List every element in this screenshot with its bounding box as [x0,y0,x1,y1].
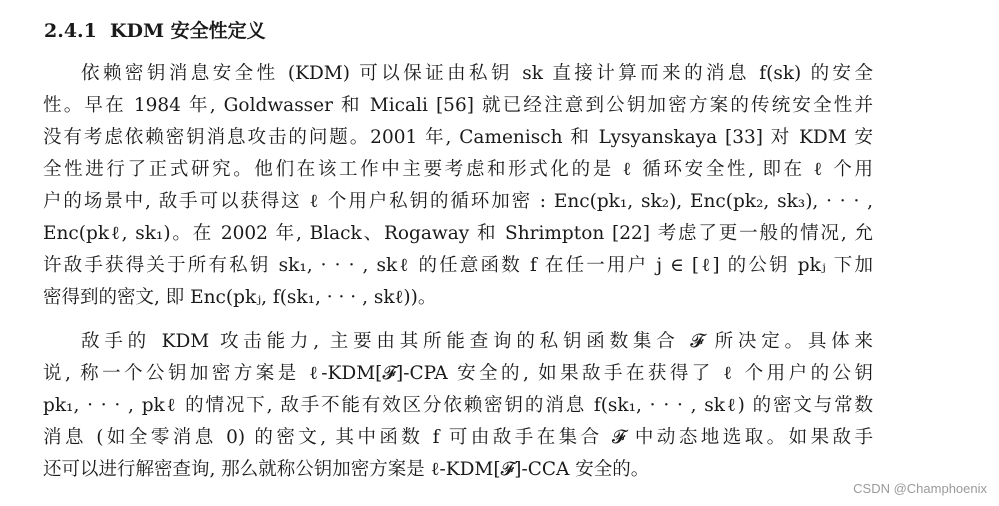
paragraph-1-line-7: 许敌手获得关于所有私钥 sk₁, · · · , skℓ 的任意函数 f 在任一用户 j ∈ [ℓ] 的公钥 pkⱼ 下加 [43,255,873,276]
paragraph-2-line-2: 说, 称一个公钥加密方案是 ℓ-KDM[𝓕]-CPA 安全的, 如果敌手在获得了 ℓ 个用户的公钥 [43,363,873,384]
section-title: KDM 安全性定义 [110,20,266,42]
section-heading [44,16,266,43]
paragraph-1-line-6: Enc(pkℓ, sk₁)。在 2002 年, Black、Rogaway 和 Shrimpton [22] 考虑了更一般的情况, 允 [43,223,873,244]
paragraph-2-line-4: 消息 (如全零消息 0) 的密文, 其中函数 f 可由敌手在集合 𝓕 中动态地选取。如果敌手 [43,427,873,448]
paragraph-1-line-8: 密得到的密文, 即 Enc(pkⱼ, f(sk₁, · · · , skℓ))。 [43,287,437,308]
paragraph-2-line-5: 还可以进行解密查询, 那么就称公钥加密方案是 ℓ-KDM[𝓕]-CCA 安全的。 [43,459,650,480]
paragraph-1-line-3: 没有考虑依赖密钥消息攻击的问题。2001 年, Camenisch 和 Lysyanskaya [33] 对 KDM 安 [43,127,873,148]
paragraph-2-line-1: 敌手的 KDM 攻击能力, 主要由其所能查询的私钥函数集合 𝓕 所决定。具体来 [81,331,873,352]
paragraph-1-line-2: 性。早在 1984 年, Goldwasser 和 Micali [56] 就已经注意到公钥加密方案的传统安全性并 [43,95,873,116]
paragraph-1-line-4: 全性进行了正式研究。他们在该工作中主要考虑和形式化的是 ℓ 循环安全性, 即在 ℓ 个用 [43,159,873,180]
paragraph-1-line-5: 户的场景中, 敌手可以获得这 ℓ 个用户私钥的循环加密 : Enc(pk₁, sk₂), Enc(pk₂, sk₃), · · · , [43,191,873,212]
watermark-text: CSDN @Champhoenix [853,481,987,496]
section-number: 2.4.1 [44,20,97,42]
paragraph-2-line-3: pk₁, · · · , pkℓ 的情况下, 敌手不能有效区分依赖密钥的消息 f(sk₁, · · · , skℓ) 的密文与常数 [43,395,873,416]
paragraph-1-line-1: 依赖密钥消息安全性 (KDM) 可以保证由私钥 sk 直接计算而来的消息 f(sk) 的安全 [81,63,873,84]
